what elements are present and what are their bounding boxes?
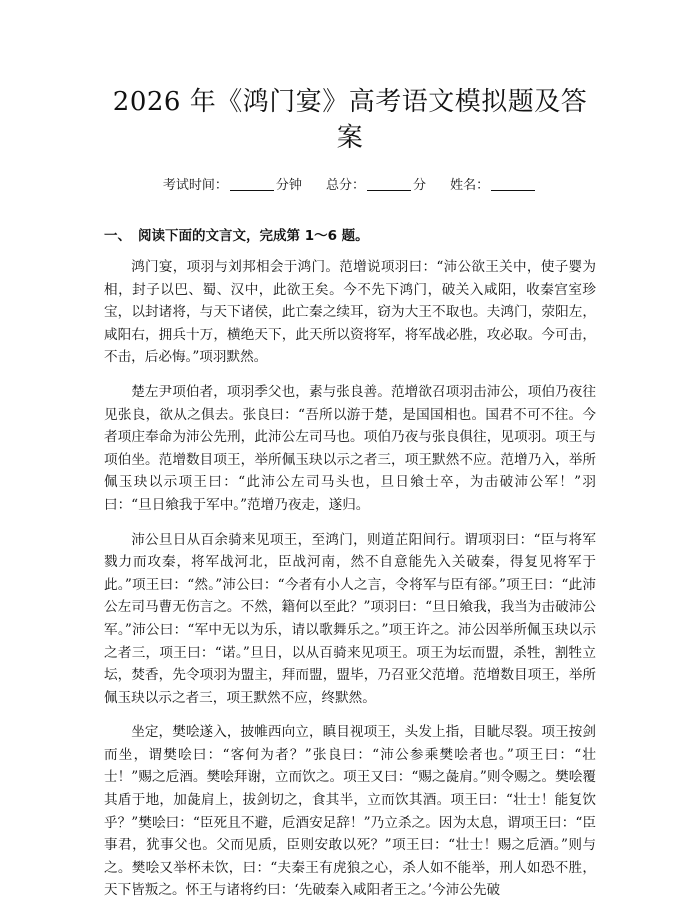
exam-score-label: 总分： (325, 178, 365, 193)
exam-name-label: 姓名： (450, 178, 490, 193)
passage-paragraph: 坐定，樊哙遂入，披帷西向立，瞋目视项王，头发上指，目眦尽裂。项王按剑而坐，谓樊哙曰：“客何为者？”张良曰：“沛公参乘樊哙者也。”项王曰：“壮士！”赐之卮酒。樊哙拜谢，立而饮之。项王又曰：“赐之彘肩。”则令赐之。樊哙覆其盾于地，加彘肩上，拔剑切之，食其半，立而饮其酒。项王曰：“壮士！能复饮乎？”樊哙曰：“臣死且不避，卮酒安足辞！”乃立杀之。因为太息，谓项王曰：“臣事君，犹事父也。父而见质，臣则安敢以死？”项王曰：“壮士！赐之卮酒。”则与之。樊哙又举杯未饮，曰：“夫秦王有虎狼之心，杀人如不能举，刑人如恐不胜，天下皆叛之。怀王与诸将约曰：‘先破秦入咸阳者王之。’今沛公先破 (104, 724, 596, 899)
exam-time (163, 176, 302, 196)
exam-time-blank (230, 176, 274, 191)
document-title: 2026 年《鸿门宴》高考语文模拟题及答案 (112, 87, 588, 153)
section-heading (104, 226, 596, 246)
exam-name (450, 176, 537, 196)
exam-name-blank (491, 176, 535, 191)
passage-paragraph: 楚左尹项伯者，项羽季父也，素与张良善。范增欲召项羽击沛公，项伯乃夜往见张良，欲从之俱去。张良曰：“吾所以游于楚，是国国相也。国君不可不往。今者项庄奉命为沛公先刑，此沛公左司马也。项伯乃夜与张良俱往，见项羽。项王与项伯坐。范增数目项王，举所佩玉玦以示之者三，项王默然不应。范增乃入，举所佩玉玦以示项王曰：“此沛公左司马头也，旦日飨士卒，为击破沛公军！”羽曰：“旦日飨我于军中。”范增乃夜走，遂归。 (104, 383, 596, 513)
exam-info-line (104, 176, 596, 196)
section-heading-text: 阅读下面的文言文，完成第 1～6 题。 (138, 228, 369, 244)
exam-time-unit: 分钟 (275, 178, 302, 193)
exam-score (326, 176, 426, 196)
passage-paragraph: 鸿门宴，项羽与刘邦相会于鸿门。范增说项羽曰：“沛公欲王关中，使子婴为相，封子以巴、蜀、汉中，此欲王矣。今不先下鸿门，破关入咸阳，收秦宫室珍宝，以封诸将，与天下诸侯，此亡秦之续耳，窃为大王不取也。夫鸿门，荥阳左，咸阳右，拥兵十万，横绝天下，此天所以资将军，将军战必胜，攻必取。今可击，不击，后必悔。”项羽默然。 (104, 259, 596, 366)
exam-score-unit: 分 (413, 178, 427, 193)
section-number: 一、 (104, 228, 131, 244)
exam-time-label: 考试时间： (162, 178, 228, 193)
exam-score-blank (367, 176, 411, 191)
passage-paragraph: 沛公旦日从百余骑来见项王，至鸿门，则道芷阳间行。谓项羽曰：“臣与将军戮力而攻秦，将军战河北，臣战河南，然不自意能先入关破秦，得复见将军于此。”项王曰：“然。”沛公曰：“今者有小人之言，令将军与臣有郤。”项王曰：“此沛公左司马曹无伤言之。不然，籍何以至此？”项羽曰：“旦日飨我，我当为击破沛公军。”沛公曰：“军中无以为乐，请以歌舞乐之。”项王许之。沛公因举所佩玉玦以示之者三，项王曰：“诺。”旦日，以从百骑来见项王。项王为坛而盟，杀牲，割牲立坛，焚香，先令项羽为盟主，拜而盟，盟毕，乃召亚父范增。范增数目项王，举所佩玉玦以示之者三，项王默然不应，终默然。 (104, 531, 596, 706)
